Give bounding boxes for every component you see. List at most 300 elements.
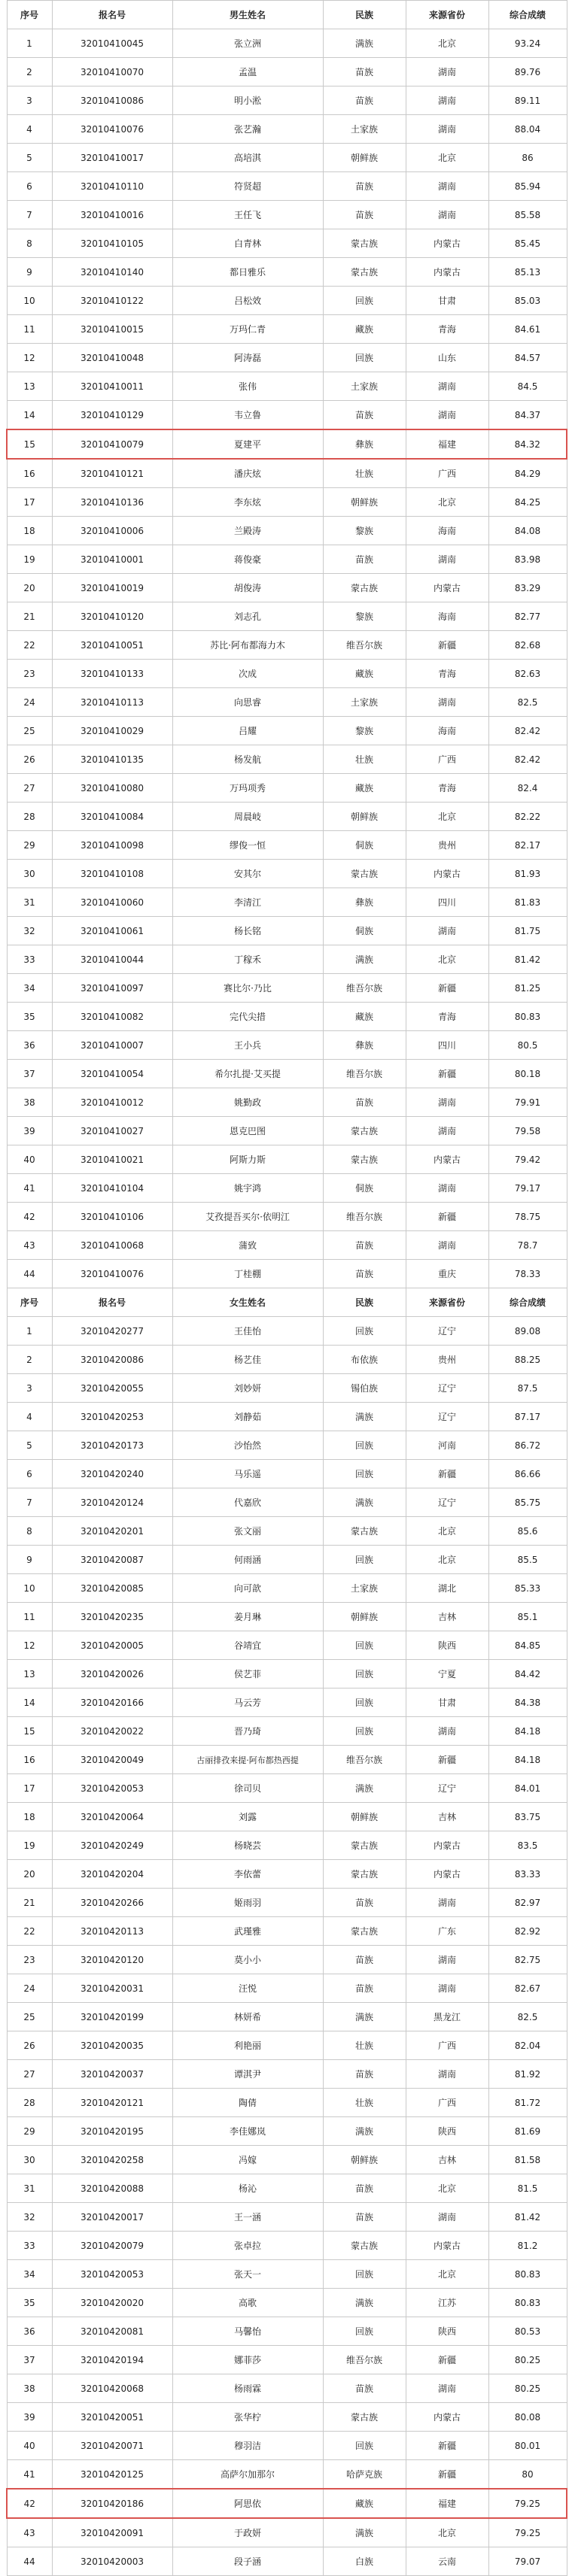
province-cell: 陕西 (406, 2117, 488, 2146)
province-cell: 吉林 (406, 2146, 488, 2174)
seq-cell: 9 (7, 1546, 52, 1574)
male-table-row (7, 315, 567, 344)
id-cell: 32010420173 (52, 1431, 172, 1460)
id-cell: 32010410079 (52, 429, 172, 459)
ethnicity-cell: 蒙古族 (323, 1117, 406, 1145)
male-table-row (7, 974, 567, 1003)
ethnicity-cell: 侗族 (323, 917, 406, 945)
name-cell: 马乐遥 (172, 1460, 323, 1488)
ethnicity-cell: 壮族 (323, 2089, 406, 2117)
name-cell: 高歌 (172, 2289, 323, 2317)
female-table-row (7, 1946, 567, 1974)
female-table-row (7, 1717, 567, 1746)
id-cell: 32010410016 (52, 201, 172, 229)
ethnicity-cell: 壮族 (323, 2031, 406, 2060)
score-cell: 81.42 (488, 2203, 567, 2232)
name-cell: 代嘉欣 (172, 1488, 323, 1517)
female-table-row (7, 2289, 567, 2317)
province-cell: 湖南 (406, 115, 488, 144)
province-cell: 湖南 (406, 401, 488, 430)
province-cell: 内蒙古 (406, 229, 488, 258)
male-table-row (7, 888, 567, 917)
score-cell: 81.93 (488, 860, 567, 888)
header-name: 男生姓名 (172, 1, 323, 29)
ethnicity-cell: 苗族 (323, 1974, 406, 2003)
seq-cell: 17 (7, 488, 52, 517)
score-cell: 84.61 (488, 315, 567, 344)
ethnicity-cell: 朝鲜族 (323, 2146, 406, 2174)
ethnicity-cell: 朝鲜族 (323, 1803, 406, 1831)
female-table-row (7, 1403, 567, 1431)
score-cell: 80.18 (488, 1060, 567, 1088)
name-cell: 李清江 (172, 888, 323, 917)
female-table-row (7, 1831, 567, 1860)
score-cell: 80.08 (488, 2403, 567, 2432)
ethnicity-cell: 布依族 (323, 1346, 406, 1374)
province-cell: 新疆 (406, 1060, 488, 1088)
female-table-row (7, 2003, 567, 2031)
province-cell: 湖南 (406, 172, 488, 201)
seq-cell: 1 (7, 1317, 52, 1346)
ethnicity-cell: 锡伯族 (323, 1374, 406, 1403)
score-cell: 85.03 (488, 287, 567, 315)
female-table-row (7, 1517, 567, 1546)
score-cell: 79.17 (488, 1174, 567, 1203)
name-cell: 李东炫 (172, 488, 323, 517)
name-cell: 万玛仁青 (172, 315, 323, 344)
seq-cell: 25 (7, 2003, 52, 2031)
score-cell: 81.58 (488, 2146, 567, 2174)
province-cell: 湖南 (406, 1088, 488, 1117)
ethnicity-cell: 回族 (323, 1717, 406, 1746)
id-cell: 32010410027 (52, 1117, 172, 1145)
id-cell: 32010410054 (52, 1060, 172, 1088)
province-cell: 陕西 (406, 2317, 488, 2346)
name-cell: 王小兵 (172, 1031, 323, 1060)
male-table-row (7, 459, 567, 488)
ethnicity-cell: 苗族 (323, 545, 406, 574)
id-cell: 32010420085 (52, 1574, 172, 1603)
seq-cell: 40 (7, 1145, 52, 1174)
province-cell: 湖南 (406, 1717, 488, 1746)
ethnicity-cell: 蒙古族 (323, 1860, 406, 1889)
results-table (6, 0, 567, 2576)
score-cell: 82.5 (488, 688, 567, 717)
female-table-row (7, 1889, 567, 1917)
ethnicity-cell: 满族 (323, 2117, 406, 2146)
seq-cell: 13 (7, 372, 52, 401)
seq-cell: 25 (7, 717, 52, 745)
ethnicity-cell: 回族 (323, 2260, 406, 2289)
seq-cell: 3 (7, 1374, 52, 1403)
score-cell: 84.5 (488, 372, 567, 401)
name-cell: 向可歆 (172, 1574, 323, 1603)
id-cell: 32010410021 (52, 1145, 172, 1174)
male-table-row (7, 1145, 567, 1174)
seq-cell: 12 (7, 344, 52, 372)
female-header-name: 女生姓名 (172, 1288, 323, 1317)
seq-cell: 41 (7, 1174, 52, 1203)
id-cell: 32010420125 (52, 2460, 172, 2490)
province-cell: 新疆 (406, 631, 488, 660)
id-cell: 32010420199 (52, 2003, 172, 2031)
seq-cell: 19 (7, 1831, 52, 1860)
id-cell: 32010420258 (52, 2146, 172, 2174)
female-header-id: 报名号 (52, 1288, 172, 1317)
ethnicity-cell: 满族 (323, 29, 406, 58)
province-cell: 新疆 (406, 974, 488, 1003)
province-cell: 甘肃 (406, 1689, 488, 1717)
id-cell: 32010420037 (52, 2060, 172, 2089)
id-cell: 32010420081 (52, 2317, 172, 2346)
name-cell: 姜月琳 (172, 1603, 323, 1631)
province-cell: 北京 (406, 2174, 488, 2203)
score-cell: 84.01 (488, 1774, 567, 1803)
seq-cell: 21 (7, 1889, 52, 1917)
province-cell: 青海 (406, 1003, 488, 1031)
score-cell: 80.01 (488, 2432, 567, 2460)
name-cell: 姚勤政 (172, 1088, 323, 1117)
score-cell: 84.18 (488, 1717, 567, 1746)
id-cell: 32010410045 (52, 29, 172, 58)
male-table-row (7, 201, 567, 229)
id-cell: 32010420277 (52, 1317, 172, 1346)
id-cell: 32010410076 (52, 1260, 172, 1288)
ethnicity-cell: 侗族 (323, 831, 406, 860)
female-table-row (7, 1374, 567, 1403)
male-table-row (7, 58, 567, 86)
name-cell: 符贤超 (172, 172, 323, 201)
seq-cell: 35 (7, 2289, 52, 2317)
name-cell: 都日雅乐 (172, 258, 323, 287)
female-table-row (7, 1917, 567, 1946)
seq-cell: 10 (7, 1574, 52, 1603)
id-cell: 32010420166 (52, 1689, 172, 1717)
seq-cell: 3 (7, 86, 52, 115)
seq-cell: 38 (7, 1088, 52, 1117)
province-cell: 贵州 (406, 831, 488, 860)
seq-cell: 30 (7, 860, 52, 888)
score-cell: 82.63 (488, 660, 567, 688)
seq-cell: 15 (7, 429, 52, 459)
province-cell: 陕西 (406, 1631, 488, 1660)
seq-cell: 43 (7, 2518, 52, 2547)
ethnicity-cell: 朝鲜族 (323, 803, 406, 831)
male-table-row (7, 229, 567, 258)
female-table-row (7, 2203, 567, 2232)
female-table-row (7, 1346, 567, 1374)
ethnicity-cell: 藏族 (323, 774, 406, 803)
province-cell: 湖南 (406, 545, 488, 574)
seq-cell: 39 (7, 2403, 52, 2432)
id-cell: 32010420121 (52, 2089, 172, 2117)
seq-cell: 43 (7, 1231, 52, 1260)
score-cell: 88.25 (488, 1346, 567, 1374)
male-table-row (7, 86, 567, 115)
province-cell: 湖南 (406, 372, 488, 401)
seq-cell: 36 (7, 1031, 52, 1060)
id-cell: 32010410015 (52, 315, 172, 344)
province-cell: 湖南 (406, 1974, 488, 2003)
seq-cell: 4 (7, 1403, 52, 1431)
id-cell: 32010410122 (52, 287, 172, 315)
ethnicity-cell: 回族 (323, 1460, 406, 1488)
ethnicity-cell: 蒙古族 (323, 2232, 406, 2260)
province-cell: 黑龙江 (406, 2003, 488, 2031)
name-cell: 完代尖措 (172, 1003, 323, 1031)
ethnicity-cell: 哈萨克族 (323, 2460, 406, 2490)
female-table-row (7, 2174, 567, 2203)
ethnicity-cell: 藏族 (323, 2489, 406, 2518)
score-cell: 80.83 (488, 1003, 567, 1031)
score-cell: 80.83 (488, 2260, 567, 2289)
seq-cell: 24 (7, 688, 52, 717)
ethnicity-cell: 苗族 (323, 58, 406, 86)
name-cell: 王一涵 (172, 2203, 323, 2232)
province-cell: 宁夏 (406, 1660, 488, 1689)
seq-cell: 2 (7, 1346, 52, 1374)
male-table-row (7, 258, 567, 287)
ethnicity-cell: 回族 (323, 1689, 406, 1717)
id-cell: 32010410080 (52, 774, 172, 803)
score-cell: 82.97 (488, 1889, 567, 1917)
seq-cell: 37 (7, 1060, 52, 1088)
female-table-row (7, 2146, 567, 2174)
score-cell: 83.98 (488, 545, 567, 574)
province-cell: 广西 (406, 2031, 488, 2060)
id-cell: 32010420201 (52, 1517, 172, 1546)
female-table-row (7, 1574, 567, 1603)
score-cell: 81.5 (488, 2174, 567, 2203)
score-cell: 80.53 (488, 2317, 567, 2346)
name-cell: 潘庆炫 (172, 459, 323, 488)
name-cell: 娜菲莎 (172, 2346, 323, 2374)
name-cell: 古丽排孜来提·阿布都热西提 (172, 1746, 323, 1774)
score-cell: 85.58 (488, 201, 567, 229)
seq-cell: 23 (7, 660, 52, 688)
ethnicity-cell: 苗族 (323, 86, 406, 115)
seq-cell: 16 (7, 1746, 52, 1774)
ethnicity-cell: 维吾尔族 (323, 1060, 406, 1088)
id-cell: 32010420124 (52, 1488, 172, 1517)
score-cell: 87.17 (488, 1403, 567, 1431)
male-table-row (7, 115, 567, 144)
ethnicity-cell: 黎族 (323, 517, 406, 545)
id-cell: 32010410105 (52, 229, 172, 258)
ethnicity-cell: 壮族 (323, 459, 406, 488)
ethnicity-cell: 苗族 (323, 2174, 406, 2203)
ethnicity-cell: 朝鲜族 (323, 144, 406, 172)
province-cell: 内蒙古 (406, 1860, 488, 1889)
name-cell: 次成 (172, 660, 323, 688)
female-table-row (7, 2232, 567, 2260)
ethnicity-cell: 回族 (323, 287, 406, 315)
male-table-row (7, 1031, 567, 1060)
score-cell: 80 (488, 2460, 567, 2490)
score-cell: 84.57 (488, 344, 567, 372)
seq-cell: 39 (7, 1117, 52, 1145)
seq-cell: 10 (7, 287, 52, 315)
name-cell: 丁稼禾 (172, 945, 323, 974)
ethnicity-cell: 蒙古族 (323, 229, 406, 258)
seq-cell: 18 (7, 517, 52, 545)
ethnicity-cell: 回族 (323, 2317, 406, 2346)
female-table-row (7, 2117, 567, 2146)
score-cell: 80.83 (488, 2289, 567, 2317)
id-cell: 32010420022 (52, 1717, 172, 1746)
name-cell: 李佳娜岚 (172, 2117, 323, 2146)
score-cell: 84.29 (488, 459, 567, 488)
ethnicity-cell: 壮族 (323, 745, 406, 774)
score-cell: 85.75 (488, 1488, 567, 1517)
name-cell: 杨雨霖 (172, 2374, 323, 2403)
male-table-row (7, 574, 567, 602)
name-cell: 兰殿涛 (172, 517, 323, 545)
ethnicity-cell: 苗族 (323, 201, 406, 229)
male-table-row (7, 831, 567, 860)
ethnicity-cell: 黎族 (323, 717, 406, 745)
id-cell: 32010410012 (52, 1088, 172, 1117)
name-cell: 刘妙妍 (172, 1374, 323, 1403)
male-table-row (7, 287, 567, 315)
score-cell: 84.85 (488, 1631, 567, 1660)
female-table-row (7, 2432, 567, 2460)
header-seq: 序号 (7, 1, 52, 29)
score-cell: 81.25 (488, 974, 567, 1003)
province-cell: 海南 (406, 602, 488, 631)
ethnicity-cell: 苗族 (323, 1946, 406, 1974)
ethnicity-cell: 土家族 (323, 115, 406, 144)
score-cell: 86.66 (488, 1460, 567, 1488)
name-cell: 蒲致 (172, 1231, 323, 1260)
ethnicity-cell: 满族 (323, 945, 406, 974)
id-cell: 32010420053 (52, 2260, 172, 2289)
id-cell: 32010420068 (52, 2374, 172, 2403)
ethnicity-cell: 苗族 (323, 2060, 406, 2089)
id-cell: 32010420003 (52, 2547, 172, 2576)
score-cell: 81.92 (488, 2060, 567, 2089)
id-cell: 32010410070 (52, 58, 172, 86)
female-table-row (7, 1660, 567, 1689)
seq-cell: 40 (7, 2432, 52, 2460)
name-cell: 刘静茹 (172, 1403, 323, 1431)
id-cell: 32010410001 (52, 545, 172, 574)
ethnicity-cell: 维吾尔族 (323, 2346, 406, 2374)
id-cell: 32010420064 (52, 1803, 172, 1831)
id-cell: 32010410076 (52, 115, 172, 144)
score-cell: 87.5 (488, 1374, 567, 1403)
name-cell: 张华柠 (172, 2403, 323, 2432)
name-cell: 刘露 (172, 1803, 323, 1831)
seq-cell: 12 (7, 1631, 52, 1660)
province-cell: 山东 (406, 344, 488, 372)
id-cell: 32010420053 (52, 1774, 172, 1803)
female-table-row (7, 2346, 567, 2374)
seq-cell: 33 (7, 945, 52, 974)
id-cell: 32010410048 (52, 344, 172, 372)
province-cell: 江苏 (406, 2289, 488, 2317)
header-province: 来源省份 (406, 1, 488, 29)
male-table-row (7, 774, 567, 803)
name-cell: 高萨尔加那尔 (172, 2460, 323, 2490)
male-table-row (7, 1060, 567, 1088)
score-cell: 79.42 (488, 1145, 567, 1174)
score-cell: 85.94 (488, 172, 567, 201)
name-cell: 安其尔 (172, 860, 323, 888)
ethnicity-cell: 维吾尔族 (323, 1203, 406, 1231)
score-cell: 82.92 (488, 1917, 567, 1946)
name-cell: 何雨涵 (172, 1546, 323, 1574)
province-cell: 湖南 (406, 2374, 488, 2403)
ethnicity-cell: 蒙古族 (323, 860, 406, 888)
seq-cell: 5 (7, 144, 52, 172)
province-cell: 北京 (406, 1546, 488, 1574)
seq-cell: 11 (7, 315, 52, 344)
male-header-row (7, 1, 567, 29)
score-cell: 84.37 (488, 401, 567, 430)
seq-cell: 27 (7, 774, 52, 803)
id-cell: 32010420266 (52, 1889, 172, 1917)
province-cell: 海南 (406, 517, 488, 545)
score-cell: 85.5 (488, 1546, 567, 1574)
id-cell: 32010410133 (52, 660, 172, 688)
name-cell: 阿涛磊 (172, 344, 323, 372)
province-cell: 内蒙古 (406, 1831, 488, 1860)
score-cell: 82.4 (488, 774, 567, 803)
male-table-row (7, 429, 567, 459)
ethnicity-cell: 回族 (323, 1660, 406, 1689)
name-cell: 蒋俊豪 (172, 545, 323, 574)
province-cell: 青海 (406, 315, 488, 344)
id-cell: 32010420091 (52, 2518, 172, 2547)
id-cell: 32010420079 (52, 2232, 172, 2260)
province-cell: 北京 (406, 2260, 488, 2289)
female-table-row (7, 1689, 567, 1717)
female-table-row (7, 1317, 567, 1346)
seq-cell: 32 (7, 917, 52, 945)
ethnicity-cell: 朝鲜族 (323, 1603, 406, 1631)
score-cell: 89.76 (488, 58, 567, 86)
female-table-row (7, 2374, 567, 2403)
id-cell: 32010420055 (52, 1374, 172, 1403)
ethnicity-cell: 朝鲜族 (323, 488, 406, 517)
name-cell: 希尔扎提·艾买提 (172, 1060, 323, 1088)
id-cell: 32010410097 (52, 974, 172, 1003)
province-cell: 湖南 (406, 58, 488, 86)
score-cell: 79.07 (488, 2547, 567, 2576)
seq-cell: 23 (7, 1946, 52, 1974)
name-cell: 明小淞 (172, 86, 323, 115)
ethnicity-cell: 侗族 (323, 1174, 406, 1203)
ethnicity-cell: 土家族 (323, 1574, 406, 1603)
seq-cell: 22 (7, 631, 52, 660)
results-page (6, 0, 566, 2576)
name-cell: 李依蕾 (172, 1860, 323, 1889)
province-cell: 北京 (406, 488, 488, 517)
ethnicity-cell: 维吾尔族 (323, 1746, 406, 1774)
ethnicity-cell: 蒙古族 (323, 1517, 406, 1546)
female-table-row (7, 2260, 567, 2289)
name-cell: 张卓拉 (172, 2232, 323, 2260)
id-cell: 32010410060 (52, 888, 172, 917)
seq-cell: 37 (7, 2346, 52, 2374)
score-cell: 80.25 (488, 2374, 567, 2403)
ethnicity-cell: 白族 (323, 2547, 406, 2576)
ethnicity-cell: 蒙古族 (323, 574, 406, 602)
name-cell: 徐司贝 (172, 1774, 323, 1803)
female-table-row (7, 2031, 567, 2060)
seq-cell: 34 (7, 974, 52, 1003)
